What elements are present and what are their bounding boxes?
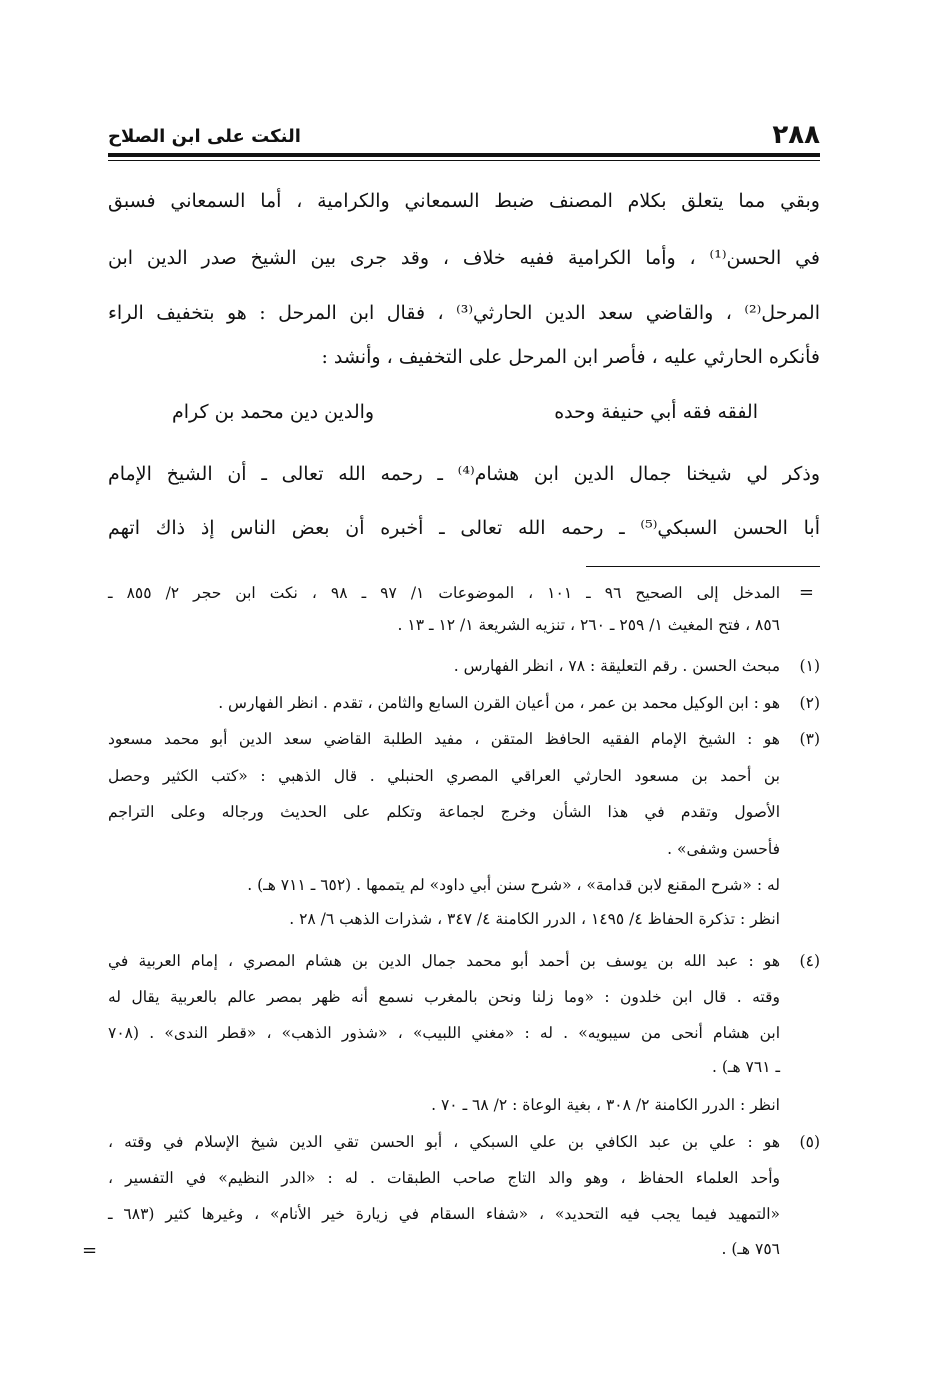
footnote-number: (٥)	[799, 1133, 820, 1151]
body-paragraph	[108, 190, 820, 370]
page-number: ٢٨٨	[772, 120, 820, 150]
verse-first-hemistich: الفقه فقه أبي حنيفة وحده	[554, 401, 758, 423]
footnote-number: (٣)	[799, 730, 820, 748]
verse-second-hemistich: والدين دين محمد بن كرام	[172, 401, 375, 423]
footnote-line: هو : ابن الوكيل محمد بن عمر ، من أعيان القرن السابع والثامن ، تقدم . انظر الفهارس .	[218, 694, 780, 712]
header-rule-thick	[108, 153, 820, 157]
footnote-line: ٧٥٦ هـ) .	[721, 1240, 780, 1258]
body-line: فأنكره الحارثي عليه ، فأصر ابن المرحل على التخفيف ، وأنشد :	[321, 346, 820, 368]
footnote-number: (١)	[799, 657, 820, 675]
body-line: المرحل⁽²⁾ ، والقاضي سعد الدين الحارثي⁽³⁾ ، فقال ابن المرحل : هو بتخفيف الراء	[108, 302, 820, 324]
footnote-line: ـ ٧٦١ هـ) .	[712, 1058, 780, 1076]
end-continuation-mark: =	[82, 1240, 98, 1261]
header-rule-thin	[108, 160, 820, 161]
footnote-line: مبحث الحسن . رقم التعليقة : ٧٨ ، انظر الفهارس .	[453, 657, 780, 675]
footnote-line: ٨٥٦ ، فتح المغيث ١/ ٢٥٩ ـ ٢٦٠ ، تنزيه الشريعة ١/ ١٢ ـ ١٣ .	[397, 616, 780, 634]
continuation-mark: =	[798, 582, 814, 603]
footnote-line: المدخل إلى الصحيح ٩٦ ـ ١٠١ ، الموضوعات ١/ ٩٧ ـ ٩٨ ، نكت ابن حجر ٢/ ٨٥٥ ـ	[108, 584, 781, 602]
footnote-separator	[586, 566, 820, 567]
footnote-number: (٢)	[799, 694, 820, 712]
footnote-line: هو : علي بن عبد الكافي بن علي السبكي ، أبو الحسن تقي الدين شيخ الإسلام في وقته ،	[108, 1133, 780, 1151]
footnote-line: هو : عبد الله بن يوسف بن أحمد أبو محمد جمال الدين بن هشام المصري ، إمام العربية في	[108, 952, 780, 970]
footnote-line: انظر : تذكرة الحفاظ ٤/ ١٤٩٥ ، الدرر الكامنة ٤/ ٣٤٧ ، شذرات الذهب ٦/ ٢٨ .	[289, 910, 780, 928]
footnote-line: «التمهيد فيما يجب فيه التحديد» ، «شفاء السقام في زيارة خير الأنام» ، وغيرها كثير (٦٨٣ ـ	[108, 1205, 780, 1223]
body-line: أبا الحسن السبكي⁽⁵⁾ ـ رحمه الله تعالى ـ أخبره أن بعض الناس إذ ذاك اتهم	[108, 517, 820, 539]
footnote-line: الأصول وتقدم في هذا الشأن وخرج لجماعة وتكلم على الحديث ورجاله وعلى التراجم	[108, 803, 780, 821]
body-line: وذكر لي شيخنا جمال الدين ابن هشام⁽⁴⁾ ـ رحمه الله تعالى ـ أن الشيخ الإمام	[108, 463, 820, 485]
running-title: النكت على ابن الصلاح	[108, 126, 301, 147]
footnote-line: هو : الشيخ الإمام الفقيه الحافظ المتقن ، مفيد الطلبة القاضي سعد الدين أبو محمد مسعود	[108, 730, 780, 748]
footnote-line: بن أحمد بن مسعود الحارثي العراقي المصري الحنبلي . قال الذهبي : «كتب الكثير وحصل	[108, 767, 780, 785]
footnote-line: وقته . قال ابن خلدون : «وما زلنا ونحن بالمغرب نسمع أنه ظهر بمصر عالم بالعربية يقال له	[108, 988, 780, 1006]
footnote-line: له : «شرح المقنع لابن قدامة» ، «شرح سنن أبي داود» لم يتممها . (٦٥٢ ـ ٧١١ هـ) .	[247, 876, 780, 894]
footnote-line: ابن هشام أنحى من سيبويه» . له : «مغني اللبيب» ، «شذور الذهب» ، «قطر الندى» . (٧٠٨	[108, 1024, 780, 1042]
footnote-number: (٤)	[799, 952, 820, 970]
body-paragraph-2	[108, 463, 820, 543]
footnote-line: فأحسن وشفى» .	[667, 840, 780, 858]
body-line: في الحسن⁽¹⁾ ، وأما الكرامية ففيه خلاف ، وقد جرى بين الشيخ صدر الدين ابن	[108, 247, 820, 269]
footnote-line: انظر : الدرر الكامنة ٢/ ٣٠٨ ، بغية الوعاة : ٢/ ٦٨ ـ ٧٠ .	[431, 1096, 780, 1114]
footnote-line: وأحد العلماء الحفاظ ، وهو والد التاج صاحب الطبقات . له : «الدر النظيم» في التفسير ،	[108, 1169, 780, 1187]
body-line: وبقي مما يتعلق بكلام المصنف ضبط السمعاني والكرامية ، أما السمعاني فسبق	[108, 190, 820, 212]
page-header	[108, 120, 820, 154]
footnotes	[82, 580, 820, 1280]
